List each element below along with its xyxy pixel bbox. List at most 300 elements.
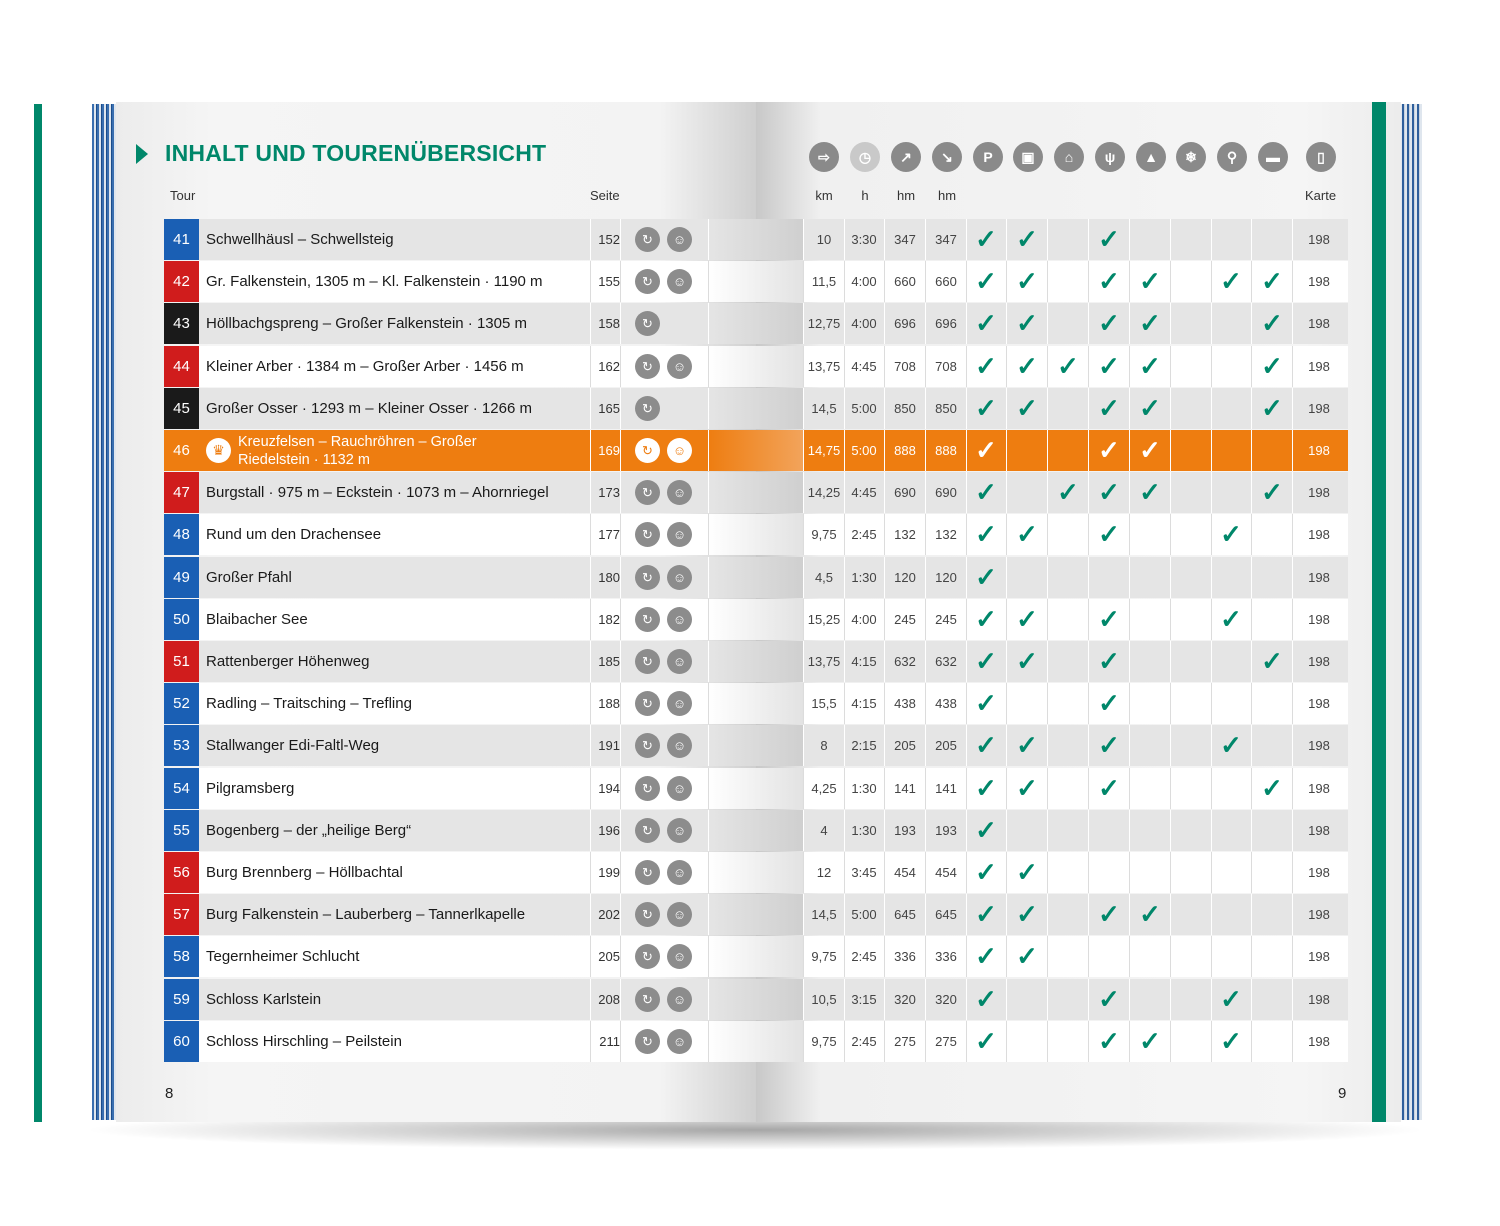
value-h: 1:30 xyxy=(851,823,877,838)
check-icon: ✓ xyxy=(1016,393,1038,423)
cell-divider xyxy=(620,514,621,555)
page-title: INHALT UND TOURENÜBERSICHT xyxy=(165,140,547,166)
check-icon: ✓ xyxy=(975,477,997,507)
kids-icon: ☺ xyxy=(667,480,692,505)
check-icon: ✓ xyxy=(1098,435,1120,465)
tour-name: Pilgramsberg xyxy=(206,780,295,797)
cell-divider xyxy=(1292,430,1293,471)
page-edges-left xyxy=(92,104,118,1120)
value-down: 696 xyxy=(935,316,957,331)
cell-divider xyxy=(708,430,709,471)
value-down: 347 xyxy=(935,232,957,247)
cell-divider xyxy=(1170,1021,1171,1062)
value-km: 13,75 xyxy=(807,654,841,669)
check-icon: ✓ xyxy=(1220,266,1242,296)
cell-divider xyxy=(708,388,709,429)
cell-divider xyxy=(1170,768,1171,809)
tour-row xyxy=(164,388,1348,429)
value-up: 245 xyxy=(894,612,916,627)
tour-row xyxy=(164,768,1348,809)
tour-row xyxy=(164,852,1348,893)
tour-number: 58 xyxy=(164,936,199,977)
value-up: 632 xyxy=(894,654,916,669)
cell-divider xyxy=(1170,472,1171,513)
kids-icon: ☺ xyxy=(667,227,692,252)
value-down: 660 xyxy=(935,274,957,289)
map-icon: ▯ xyxy=(1306,142,1336,172)
cell-divider xyxy=(1170,557,1171,598)
cell-divider xyxy=(1251,725,1252,766)
loop-icon: ↻ xyxy=(635,944,660,969)
loop-icon: ↻ xyxy=(635,691,660,716)
value-km: 14,5 xyxy=(811,907,837,922)
check-icon: ✓ xyxy=(1139,266,1161,296)
check-icon: ✓ xyxy=(975,730,997,760)
cell-divider xyxy=(1211,852,1212,893)
check-icon: ✓ xyxy=(1098,224,1120,254)
page-ref: 205 xyxy=(598,949,620,964)
check-icon: ✓ xyxy=(1098,1026,1120,1056)
value-h: 4:00 xyxy=(851,316,877,331)
tour-number: 45 xyxy=(164,388,199,429)
cell-divider xyxy=(1170,725,1171,766)
cell-divider xyxy=(1292,388,1293,429)
cell-divider xyxy=(1129,936,1130,977)
cell-divider xyxy=(1292,683,1293,724)
value-up: 696 xyxy=(894,316,916,331)
check-icon: ✓ xyxy=(975,435,997,465)
cell-divider xyxy=(1211,768,1212,809)
cell-divider xyxy=(1047,430,1048,471)
page-ref: 199 xyxy=(598,865,620,880)
value-km: 4 xyxy=(820,823,828,838)
winter-icon: ❄ xyxy=(1176,142,1206,172)
map-ref: 198 xyxy=(1308,907,1330,922)
row-gutter xyxy=(708,346,804,387)
check-icon: ✓ xyxy=(1261,308,1283,338)
cell-divider xyxy=(1129,810,1130,851)
cell-divider xyxy=(620,472,621,513)
cell-divider xyxy=(620,683,621,724)
tour-row xyxy=(164,936,1348,977)
check-icon: ✓ xyxy=(975,224,997,254)
check-icon: ✓ xyxy=(1220,604,1242,634)
cell-divider xyxy=(1006,810,1007,851)
cell-divider xyxy=(708,979,709,1020)
value-km: 4,25 xyxy=(811,781,837,796)
cell-divider xyxy=(620,979,621,1020)
cell-divider xyxy=(1292,346,1293,387)
cell-divider xyxy=(1211,472,1212,513)
check-icon: ✓ xyxy=(1220,730,1242,760)
value-km: 13,75 xyxy=(807,359,841,374)
cell-divider xyxy=(708,810,709,851)
value-h: 1:30 xyxy=(851,781,877,796)
tour-number: 59 xyxy=(164,979,199,1020)
value-h: 4:45 xyxy=(851,485,877,500)
cell-divider xyxy=(1211,894,1212,935)
value-km: 14,25 xyxy=(807,485,841,500)
cell-divider xyxy=(708,894,709,935)
value-up: 275 xyxy=(894,1034,916,1049)
tour-number: 48 xyxy=(164,514,199,555)
tour-number: 46 xyxy=(164,430,199,471)
check-icon: ✓ xyxy=(1016,351,1038,381)
tour-name: Kreuzfelsen – Rauchröhren – Großer Riedelstein · 1132 m xyxy=(238,434,477,468)
tour-row xyxy=(164,303,1348,344)
check-icon: ✓ xyxy=(975,519,997,549)
page-ref: 169 xyxy=(598,443,620,458)
check-icon: ✓ xyxy=(1261,477,1283,507)
check-icon: ✓ xyxy=(1016,604,1038,634)
tour-row xyxy=(164,430,1348,471)
cell-divider xyxy=(708,557,709,598)
cell-divider xyxy=(1251,936,1252,977)
header-karte: Karte xyxy=(1305,188,1337,203)
page-ref: 191 xyxy=(598,738,620,753)
cell-divider xyxy=(1211,388,1212,429)
loop-icon: ↻ xyxy=(635,438,660,463)
descent-icon: ↘ xyxy=(932,142,962,172)
cell-divider xyxy=(620,346,621,387)
cell-divider xyxy=(1251,852,1252,893)
row-gutter xyxy=(708,303,804,344)
check-icon: ✓ xyxy=(1098,308,1120,338)
kids-icon: ☺ xyxy=(667,691,692,716)
signpost-icon: ⇨ xyxy=(809,142,839,172)
tour-number: 41 xyxy=(164,219,199,260)
value-km: 11,5 xyxy=(811,274,837,289)
check-icon: ✓ xyxy=(975,308,997,338)
value-h: 4:15 xyxy=(851,654,877,669)
cell-divider xyxy=(1170,852,1171,893)
value-h: 4:15 xyxy=(851,696,877,711)
map-ref: 198 xyxy=(1308,654,1330,669)
cell-divider xyxy=(1047,514,1048,555)
bed-icon: ▬ xyxy=(1258,142,1288,172)
value-down: 690 xyxy=(935,485,957,500)
tour-number: 56 xyxy=(164,852,199,893)
header-hm-down: hm xyxy=(937,188,957,203)
tour-name: Schwellhäusl – Schwellsteig xyxy=(206,231,394,248)
page-ref: 162 xyxy=(598,359,620,374)
page-ref: 194 xyxy=(598,781,620,796)
cell-divider xyxy=(1292,641,1293,682)
cell-divider xyxy=(1211,346,1212,387)
page-number-right: 9 xyxy=(1338,1085,1347,1102)
map-ref: 198 xyxy=(1308,359,1330,374)
cell-divider xyxy=(708,219,709,260)
value-up: 690 xyxy=(894,485,916,500)
page-ref: 155 xyxy=(598,274,620,289)
map-ref: 198 xyxy=(1308,1034,1330,1049)
cell-divider xyxy=(1047,1021,1048,1062)
cell-divider xyxy=(620,599,621,640)
value-km: 15,25 xyxy=(807,612,841,627)
value-h: 3:30 xyxy=(851,232,877,247)
loop-icon: ↻ xyxy=(635,1029,660,1054)
value-up: 438 xyxy=(894,696,916,711)
cell-divider xyxy=(1006,472,1007,513)
check-icon: ✓ xyxy=(1098,646,1120,676)
check-icon: ✓ xyxy=(1016,773,1038,803)
tour-number: 43 xyxy=(164,303,199,344)
kids-icon: ☺ xyxy=(667,776,692,801)
cell-divider xyxy=(1211,430,1212,471)
value-km: 12 xyxy=(816,865,832,880)
value-h: 5:00 xyxy=(851,443,877,458)
tour-number: 51 xyxy=(164,641,199,682)
kids-icon: ☺ xyxy=(667,607,692,632)
tour-row xyxy=(164,683,1348,724)
loop-icon: ↻ xyxy=(635,522,660,547)
cell-divider xyxy=(1088,852,1089,893)
cell-divider xyxy=(1006,683,1007,724)
check-icon: ✓ xyxy=(1098,266,1120,296)
cell-divider xyxy=(1047,557,1048,598)
tour-name: Großer Osser · 1293 m – Kleiner Osser · 1266 m xyxy=(206,400,532,417)
tour-number: 50 xyxy=(164,599,199,640)
page-ref: 165 xyxy=(598,401,620,416)
row-gutter xyxy=(708,514,804,555)
cell-divider xyxy=(1047,810,1048,851)
row-gutter xyxy=(708,936,804,977)
cell-divider xyxy=(1211,641,1212,682)
cell-divider xyxy=(1292,810,1293,851)
check-icon: ✓ xyxy=(975,984,997,1014)
value-km: 10,5 xyxy=(811,992,837,1007)
cell-divider xyxy=(1006,557,1007,598)
row-gutter xyxy=(708,725,804,766)
cell-divider xyxy=(1129,219,1130,260)
value-up: 336 xyxy=(894,949,916,964)
map-ref: 198 xyxy=(1308,696,1330,711)
value-h: 4:45 xyxy=(851,359,877,374)
check-icon: ✓ xyxy=(975,773,997,803)
loop-icon: ↻ xyxy=(635,311,660,336)
map-ref: 198 xyxy=(1308,316,1330,331)
row-gutter xyxy=(708,894,804,935)
tour-number: 54 xyxy=(164,768,199,809)
check-icon: ✓ xyxy=(1098,688,1120,718)
value-km: 9,75 xyxy=(811,1034,837,1049)
cell-divider xyxy=(620,388,621,429)
cell-divider xyxy=(1170,219,1171,260)
tour-name: Rund um den Drachensee xyxy=(206,526,382,543)
cell-divider xyxy=(1170,683,1171,724)
page-edges-right xyxy=(1400,104,1422,1120)
tour-row xyxy=(164,810,1348,851)
loop-icon: ↻ xyxy=(635,733,660,758)
row-gutter xyxy=(708,852,804,893)
tour-name: Tegernheimer Schlucht xyxy=(206,948,360,965)
value-km: 9,75 xyxy=(811,949,837,964)
cell-divider xyxy=(1292,219,1293,260)
map-ref: 198 xyxy=(1308,992,1330,1007)
crown-icon: ♛ xyxy=(206,438,231,463)
tour-name: Rattenberger Höhenweg xyxy=(206,653,370,670)
check-icon: ✓ xyxy=(1261,646,1283,676)
value-down: 320 xyxy=(935,992,957,1007)
value-down: 141 xyxy=(935,781,957,796)
loop-icon: ↻ xyxy=(635,607,660,632)
page-ref: 211 xyxy=(599,1034,620,1049)
value-up: 888 xyxy=(894,443,916,458)
cell-divider xyxy=(1170,388,1171,429)
page-ref: 208 xyxy=(598,992,620,1007)
value-up: 850 xyxy=(894,401,916,416)
map-ref: 198 xyxy=(1308,401,1330,416)
left-accent-bar xyxy=(34,104,42,1122)
tour-name: Burg Brennberg – Höllbachtal xyxy=(206,864,403,881)
map-ref: 198 xyxy=(1308,527,1330,542)
cell-divider xyxy=(708,472,709,513)
cell-divider xyxy=(1292,936,1293,977)
check-icon: ✓ xyxy=(1220,519,1242,549)
cell-divider xyxy=(1292,557,1293,598)
cell-divider xyxy=(1129,725,1130,766)
parking-icon: P xyxy=(973,142,1003,172)
cell-divider xyxy=(1170,514,1171,555)
cell-divider xyxy=(1292,894,1293,935)
cell-divider xyxy=(1088,936,1089,977)
tour-row xyxy=(164,219,1348,260)
cell-divider xyxy=(1129,557,1130,598)
check-icon: ✓ xyxy=(1057,351,1079,381)
page-ref: 158 xyxy=(598,316,620,331)
cell-divider xyxy=(708,1021,709,1062)
loop-icon: ↻ xyxy=(635,227,660,252)
check-icon: ✓ xyxy=(975,351,997,381)
cell-divider xyxy=(1129,852,1130,893)
row-gutter xyxy=(708,683,804,724)
tour-number: 57 xyxy=(164,894,199,935)
right-accent-bar xyxy=(1372,102,1386,1122)
cell-divider xyxy=(1292,514,1293,555)
loop-icon: ↻ xyxy=(635,776,660,801)
value-up: 454 xyxy=(894,865,916,880)
summit-icon: ▲ xyxy=(1136,142,1166,172)
cell-divider xyxy=(1088,557,1089,598)
check-icon: ✓ xyxy=(1057,477,1079,507)
cell-divider xyxy=(620,810,621,851)
kids-icon: ☺ xyxy=(667,818,692,843)
cell-divider xyxy=(1292,303,1293,344)
loop-icon: ↻ xyxy=(635,860,660,885)
value-down: 850 xyxy=(935,401,957,416)
cell-divider xyxy=(1047,219,1048,260)
kids-icon: ☺ xyxy=(667,902,692,927)
loop-icon: ↻ xyxy=(635,396,660,421)
cable-car-icon: ⌂ xyxy=(1054,142,1084,172)
check-icon: ✓ xyxy=(975,266,997,296)
value-km: 10 xyxy=(816,232,832,247)
value-down: 438 xyxy=(935,696,957,711)
value-up: 132 xyxy=(894,527,916,542)
tour-name: Großer Pfahl xyxy=(206,569,292,586)
kids-icon: ☺ xyxy=(667,944,692,969)
cell-divider xyxy=(708,768,709,809)
check-icon: ✓ xyxy=(1016,941,1038,971)
tour-name: Höllbachgspreng – Großer Falkenstein · 1305 m xyxy=(206,315,527,332)
value-km: 8 xyxy=(820,738,828,753)
cell-divider xyxy=(1047,388,1048,429)
cell-divider xyxy=(1292,979,1293,1020)
row-gutter xyxy=(708,1021,804,1062)
map-ref: 198 xyxy=(1308,485,1330,500)
map-ref: 198 xyxy=(1308,949,1330,964)
check-icon: ✓ xyxy=(1139,477,1161,507)
header-tour: Tour xyxy=(170,188,196,203)
check-icon: ✓ xyxy=(1261,773,1283,803)
value-down: 193 xyxy=(935,823,957,838)
row-gutter xyxy=(708,219,804,260)
cell-divider xyxy=(1047,768,1048,809)
tour-number: 55 xyxy=(164,810,199,851)
kids-icon: ☺ xyxy=(667,649,692,674)
cell-divider xyxy=(1170,936,1171,977)
value-h: 3:45 xyxy=(851,865,877,880)
cell-divider xyxy=(1129,683,1130,724)
tour-row xyxy=(164,894,1348,935)
tour-number: 53 xyxy=(164,725,199,766)
cell-divider xyxy=(620,303,621,344)
cell-divider xyxy=(708,346,709,387)
value-h: 2:45 xyxy=(851,527,877,542)
cell-divider xyxy=(1129,768,1130,809)
map-ref: 198 xyxy=(1308,232,1330,247)
tour-name: Gr. Falkenstein, 1305 m – Kl. Falkenstein · 1190 m xyxy=(206,273,543,290)
check-icon: ✓ xyxy=(1098,519,1120,549)
row-gutter xyxy=(708,641,804,682)
page-ref: 188 xyxy=(598,696,620,711)
kids-icon: ☺ xyxy=(667,1029,692,1054)
value-down: 132 xyxy=(935,527,957,542)
tour-row xyxy=(164,261,1348,302)
cell-divider xyxy=(1251,683,1252,724)
cell-divider xyxy=(1211,683,1212,724)
check-icon: ✓ xyxy=(1220,1026,1242,1056)
check-icon: ✓ xyxy=(1098,899,1120,929)
kids-icon: ☺ xyxy=(667,733,692,758)
cell-divider xyxy=(620,852,621,893)
tour-name: Burgstall · 975 m – Eckstein · 1073 m – Ahornriegel xyxy=(206,484,549,501)
check-icon: ✓ xyxy=(975,604,997,634)
cell-divider xyxy=(708,599,709,640)
cell-divider xyxy=(1292,1021,1293,1062)
cell-divider xyxy=(1006,430,1007,471)
row-gutter xyxy=(708,557,804,598)
check-icon: ✓ xyxy=(1098,773,1120,803)
tour-number: 52 xyxy=(164,683,199,724)
check-icon: ✓ xyxy=(1098,730,1120,760)
kids-icon: ☺ xyxy=(667,522,692,547)
value-up: 660 xyxy=(894,274,916,289)
cell-divider xyxy=(1047,894,1048,935)
loop-icon: ↻ xyxy=(635,480,660,505)
check-icon: ✓ xyxy=(1139,435,1161,465)
loop-icon: ↻ xyxy=(635,818,660,843)
cell-divider xyxy=(708,936,709,977)
cell-divider xyxy=(1170,599,1171,640)
cell-divider xyxy=(1211,936,1212,977)
cell-divider xyxy=(1129,599,1130,640)
cell-divider xyxy=(1047,303,1048,344)
kids-icon: ☺ xyxy=(667,860,692,885)
cell-divider xyxy=(1251,894,1252,935)
value-down: 336 xyxy=(935,949,957,964)
tour-name: Burg Falkenstein – Lauberberg – Tannerlkapelle xyxy=(206,906,526,923)
